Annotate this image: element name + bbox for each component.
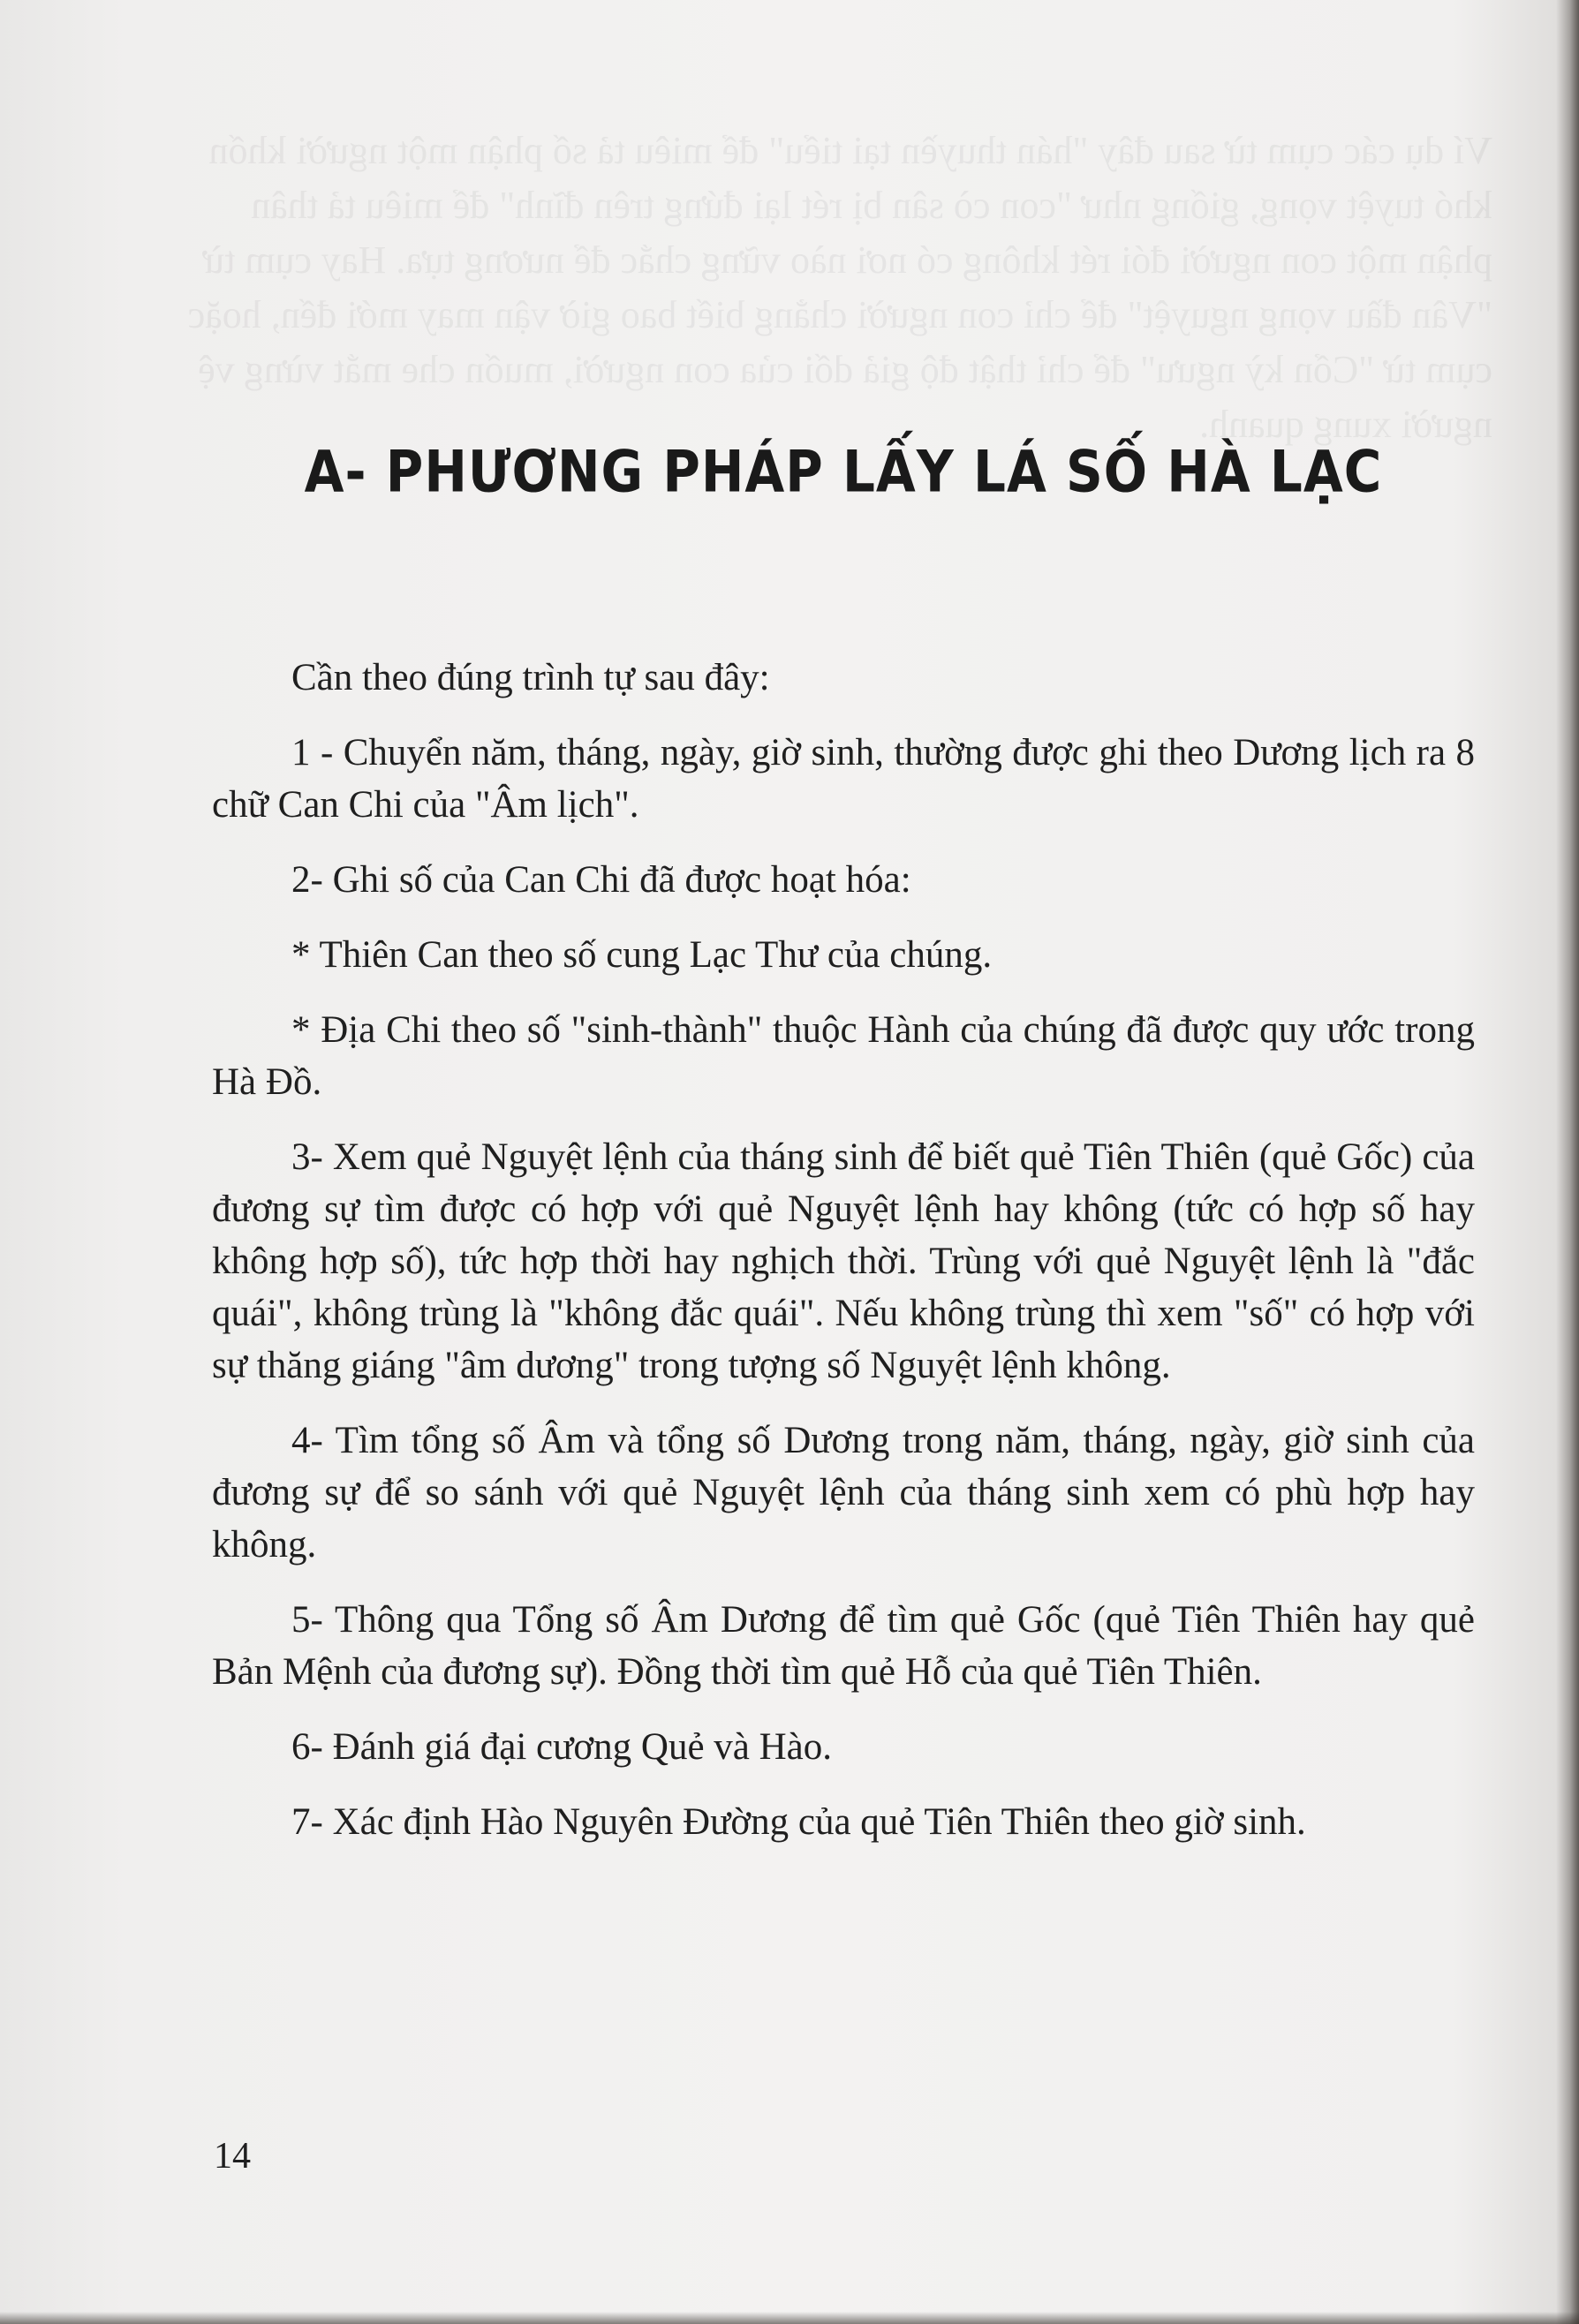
paragraph-dia-chi: * Địa Chi theo số "sinh-thành" thuộc Hành của chúng đã được quy ước trong Hà Đồ. — [212, 1009, 1475, 1103]
page-number: 14 — [214, 2136, 251, 2177]
page-content — [212, 437, 1475, 1871]
paragraph-step-5: 5- Thông qua Tổng số Âm Dương để tìm quẻ Gốc (quẻ Tiên Thiên hay quẻ Bản Mệnh của đương sự). Đồng thời tìm quẻ Hỗ của quẻ Tiên Thiên. — [212, 1599, 1475, 1693]
section-heading: A- PHƯƠNG PHÁP LẤY LÁ SỐ HÀ LẠC — [304, 437, 1383, 506]
paragraph-step-3: 3- Xem quẻ Nguyệt lệnh của tháng sinh để biết quẻ Tiên Thiên (quẻ Gốc) của đương sự tìm được có hợp với quẻ Nguyệt lệnh hay không (tức có hợp số hay không hợp số), tức hợp thời hay nghịch thời. Trùng với quẻ Nguyệt lệnh là "đắc quái", không trùng là "không đắc quái". Nếu không trùng thì xem "số" có hợp với sự thăng giáng "âm dương" trong tượng số Nguyệt lệnh không. — [212, 1136, 1475, 1386]
paragraph-step-7: 7- Xác định Hào Nguyên Đường của quẻ Tiên Thiên theo giờ sinh. — [291, 1801, 1306, 1843]
show-through-text: Ví dụ các cụm từ sau đây "hán thuyền tại tiểu" để miêu tả số phận một người khốn khó tuyệt vọng, giống như "con cò sân bị rét lại đứng trên đĩnh" để miêu tả thân phận một con người đói rét không có nơi nào vững chắc để nương tựa. Hay cụm từ "Vân đầu vọng nguyệt" để chỉ con người chẳng biết bao giờ vận may mới đến, hoặc cụm từ "Cổn kỳ ngưu" để chỉ thật độ giả dối của con người, muốn che mắt vừng vệ người xung quanh. — [187, 129, 1492, 446]
paragraph-step-4: 4- Tìm tổng số Âm và tổng số Dương trong năm, tháng, ngày, giờ sinh của đương sự để so sánh với quẻ Nguyệt lệnh của tháng sinh xem có phù hợp hay không. — [212, 1420, 1475, 1566]
paragraph-thien-can: * Thiên Can theo số cung Lạc Thư của chúng. — [291, 934, 993, 976]
paragraph-step-2: 2- Ghi số của Can Chi đã được hoạt hóa: — [291, 859, 911, 901]
page-edge-shadow — [1556, 0, 1579, 2324]
page-bottom-shadow — [0, 2312, 1579, 2324]
paragraph-intro: Cần theo đúng trình tự sau đây: — [291, 657, 770, 698]
paragraph-step-1: 1 - Chuyển năm, tháng, ngày, giờ sinh, thường được ghi theo Dương lịch ra 8 chữ Can Chi của "Âm lịch". — [212, 732, 1475, 826]
paragraph-step-6: 6- Đánh giá đại cương Quẻ và Hào. — [291, 1726, 833, 1768]
